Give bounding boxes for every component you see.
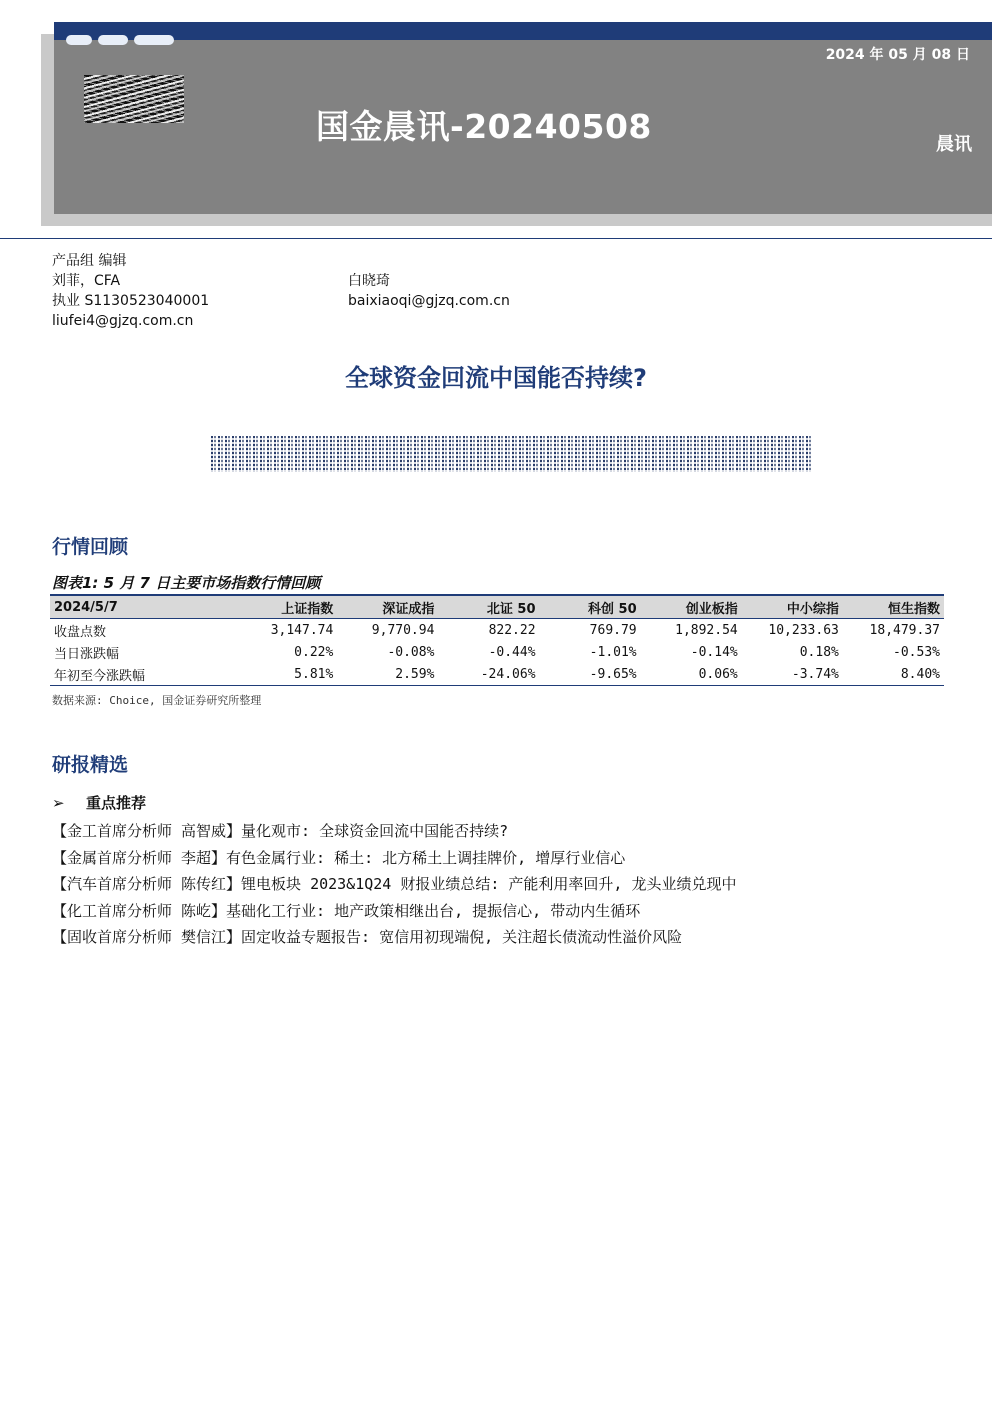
market-index-table	[50, 594, 944, 686]
table-cell: 769.79	[589, 622, 637, 638]
table-cell: -0.14%	[690, 644, 738, 660]
table-cell: 2.59%	[337, 663, 438, 686]
table-cell: 5.81%	[236, 663, 337, 686]
list-item[interactable]: 【汽车首席分析师 陈传红】锂电板块 2023&1Q24 财报业绩总结: 产能利用率回升, 龙头业绩兑现中	[52, 875, 737, 893]
picks-list	[52, 818, 737, 951]
table-cell: 10,233.63	[768, 622, 839, 638]
table-header-cell: 恒生指数	[843, 595, 944, 619]
table-cell: 0.22%	[294, 644, 334, 660]
table-header-row	[50, 595, 944, 619]
section-title-market-review: 行情回顾	[52, 536, 129, 558]
author-email[interactable]: liufei4@gjzq.com.cn	[52, 313, 194, 329]
table-row	[50, 641, 944, 663]
table-row-label: 收盘点数	[54, 624, 107, 640]
table-cell: -9.65%	[540, 663, 641, 686]
section-title-research-picks: 研报精选	[52, 754, 129, 776]
table-header-cell: 中小综指	[742, 595, 843, 619]
brand-logo-image	[84, 75, 184, 123]
header-divider	[0, 238, 992, 239]
table-cell: 3,147.74	[270, 622, 334, 638]
table-row-label: 当日涨跌幅	[54, 646, 120, 662]
bullet-arrow-icon: ➢	[52, 794, 65, 812]
brand-logo-strip	[64, 35, 184, 45]
list-item[interactable]: 【金属首席分析师 李超】有色金属行业: 稀土: 北方稀土上调挂牌价, 增厚行业信心	[52, 848, 626, 867]
table-header-cell: 创业板指	[641, 595, 742, 619]
table-row-label: 年初至今涨跌幅	[50, 663, 236, 686]
picks-heading	[52, 792, 146, 813]
list-item[interactable]: 【化工首席分析师 陈屹】基础化工行业: 地产政策相继出台, 提振信心, 带动内生循环	[52, 901, 641, 920]
table-cell: -24.06%	[438, 663, 539, 686]
picks-heading-label: 重点推荐	[86, 794, 147, 812]
author-block-primary	[52, 251, 209, 331]
table-source-note: 数据来源: Choice, 国金证券研究所整理	[52, 694, 262, 707]
table-row	[50, 619, 944, 642]
author-name: 白晓琦	[348, 273, 390, 289]
list-item[interactable]: 【金工首席分析师 高智威】量化观市: 全球资金回流中国能否持续?	[52, 822, 509, 840]
table-header-cell: 上证指数	[236, 595, 337, 619]
table-header-cell: 北证 50	[438, 595, 539, 619]
table-caption: 图表1: 5 月 7 日主要市场指数行情回顾	[52, 574, 321, 592]
report-type: 晨讯	[936, 134, 972, 155]
author-block-secondary	[348, 271, 510, 311]
report-title: 国金晨讯-20240508	[316, 107, 652, 146]
author-group: 产品组 编辑	[52, 253, 127, 269]
headline: 全球资金回流中国能否持续?	[345, 364, 647, 392]
author-name: 刘菲，CFA	[52, 273, 121, 289]
table-header-cell: 科创 50	[540, 595, 641, 619]
author-email[interactable]: baixiaoqi@gjzq.com.cn	[348, 293, 510, 309]
table-header-cell: 深证成指	[337, 595, 438, 619]
obscured-subheadline	[211, 436, 811, 472]
table-cell: -3.74%	[742, 663, 843, 686]
table-cell: 1,892.54	[675, 622, 738, 638]
table-cell: 0.06%	[641, 663, 742, 686]
table-cell: 0.18%	[799, 644, 839, 660]
table-cell: 8.40%	[843, 663, 944, 686]
list-item[interactable]: 【固收首席分析师 樊信江】固定收益专题报告: 宽信用初现端倪, 关注超长债流动性溢价风险	[52, 928, 683, 946]
table-cell: 18,479.37	[869, 622, 940, 638]
table-cell: -0.53%	[893, 644, 940, 660]
table-row	[50, 663, 944, 686]
author-license: 执业 S1130523040001	[52, 293, 210, 309]
table-cell: -0.08%	[387, 644, 435, 660]
table-cell: 822.22	[488, 622, 536, 638]
header-top-band	[54, 22, 992, 40]
table-cell: -0.44%	[488, 644, 536, 660]
table-header-cell: 2024/5/7	[50, 595, 236, 619]
report-date: 2024 年 05 月 08 日	[825, 47, 970, 63]
table-cell: 9,770.94	[371, 622, 435, 638]
table-cell: -1.01%	[589, 644, 637, 660]
